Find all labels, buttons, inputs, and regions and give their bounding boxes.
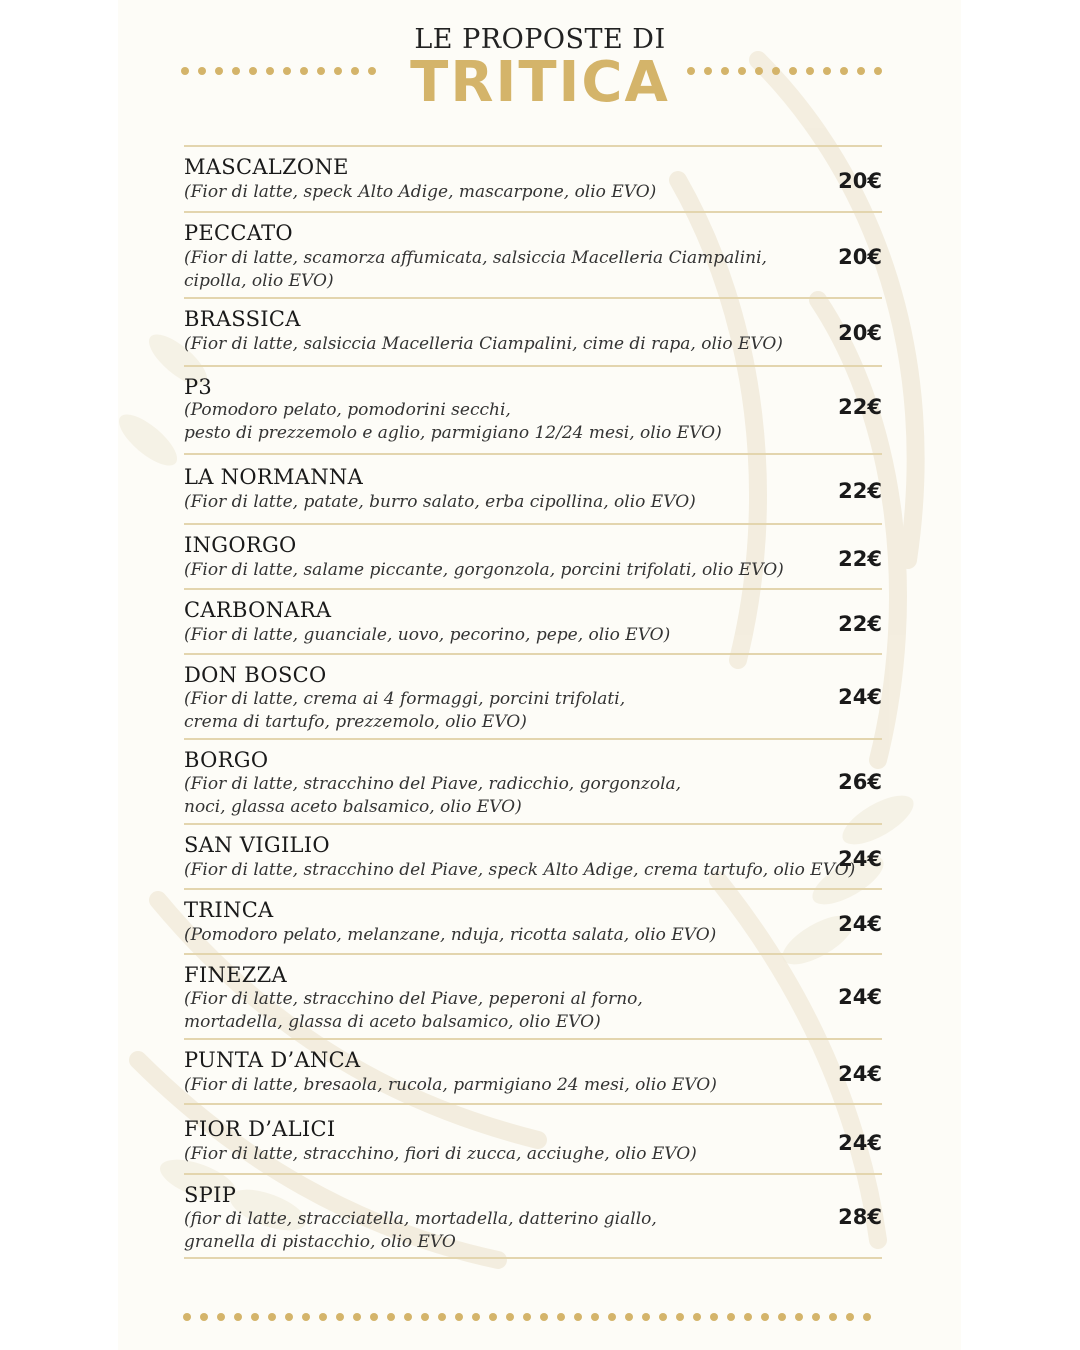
item-desc-line: (Fior di latte, guanciale, uovo, pecorino, pepe, olio EVO)	[184, 625, 671, 645]
menu-item	[184, 888, 882, 953]
item-price: 24€	[838, 685, 882, 709]
item-desc-line: (Fior di latte, stracchino del Piave, peperoni al forno,	[184, 989, 643, 1009]
item-desc-line: (Fior di latte, stracchino del Piave, radicchio, gorgonzola,	[184, 774, 682, 794]
item-price: 26€	[838, 770, 882, 794]
item-price: 24€	[838, 985, 882, 1009]
item-price: 22€	[838, 547, 882, 571]
menu-item	[184, 953, 882, 1038]
item-price: 20€	[838, 321, 882, 345]
menu-item	[184, 1038, 882, 1103]
item-price: 24€	[838, 912, 882, 936]
item-name: TRINCA	[184, 898, 274, 922]
menu-item	[184, 738, 882, 823]
item-price: 22€	[838, 612, 882, 636]
item-desc-line: mortadella, glassa di aceto balsamico, olio EVO)	[184, 1012, 601, 1032]
menu-item	[184, 523, 882, 588]
dot-divider-left	[180, 66, 380, 76]
item-name: SPIP	[184, 1183, 237, 1207]
menu-item	[184, 1103, 882, 1173]
item-desc-line: (Fior di latte, salsiccia Macelleria Ciampalini, cime di rapa, olio EVO)	[184, 334, 783, 354]
item-name: PUNTA D’ANCA	[184, 1048, 361, 1072]
dot-divider-bottom	[182, 1312, 884, 1322]
item-price: 28€	[838, 1205, 882, 1229]
item-desc-line: (Fior di latte, salame piccante, gorgonzola, porcini trifolati, olio EVO)	[184, 560, 784, 580]
item-name: SAN VIGILIO	[184, 833, 330, 857]
item-price: 22€	[838, 395, 882, 419]
item-desc-line: (Pomodoro pelato, pomodorini secchi,	[184, 400, 511, 420]
dot-divider-right	[686, 66, 886, 76]
item-price: 24€	[838, 847, 882, 871]
menu-item	[184, 145, 882, 211]
item-name: CARBONARA	[184, 598, 332, 622]
menu-item	[184, 823, 882, 888]
menu-item	[184, 1173, 882, 1259]
item-name: MASCALZONE	[184, 155, 349, 179]
menu-item	[184, 297, 882, 365]
item-desc-line: crema di tartufo, prezzemolo, olio EVO)	[184, 712, 527, 732]
menu-item	[184, 211, 882, 297]
item-name: DON BOSCO	[184, 663, 327, 687]
item-name: LA NORMANNA	[184, 465, 364, 489]
item-name: FINEZZA	[184, 963, 288, 987]
item-name: PECCATO	[184, 221, 293, 245]
item-name: P3	[184, 375, 213, 399]
item-price: 24€	[838, 1062, 882, 1086]
item-name: BRASSICA	[184, 307, 301, 331]
item-desc-line: (fior di latte, stracciatella, mortadella, datterino giallo,	[184, 1209, 657, 1229]
item-desc-line: (Fior di latte, speck Alto Adige, mascarpone, olio EVO)	[184, 182, 657, 202]
item-price: 20€	[838, 169, 882, 193]
item-desc-line: (Fior di latte, stracchino del Piave, speck Alto Adige, crema tartufo, olio EVO)	[184, 860, 856, 880]
brand-title: TRITICA	[410, 50, 670, 115]
item-desc-line: cipolla, olio EVO)	[184, 271, 334, 291]
item-price: 20€	[838, 245, 882, 269]
item-price: 24€	[838, 1131, 882, 1155]
item-name: INGORGO	[184, 533, 297, 557]
item-desc-line: (Fior di latte, crema ai 4 formaggi, porcini trifolati,	[184, 689, 626, 709]
menu-item	[184, 453, 882, 523]
item-desc-line: (Fior di latte, bresaola, rucola, parmigiano 24 mesi, olio EVO)	[184, 1075, 717, 1095]
item-desc-line: (Pomodoro pelato, melanzane, nduja, ricotta salata, olio EVO)	[184, 925, 717, 945]
header-kicker: LE PROPOSTE DI	[414, 24, 666, 55]
item-desc-line: granella di pistacchio, olio EVO	[184, 1232, 456, 1252]
menu-header	[0, 0, 1080, 140]
menu-item	[184, 588, 882, 653]
item-name: BORGO	[184, 748, 269, 772]
item-desc-line: noci, glassa aceto balsamico, olio EVO)	[184, 797, 522, 817]
menu-item	[184, 365, 882, 453]
item-price: 22€	[838, 479, 882, 503]
item-desc-line: (Fior di latte, scamorza affumicata, salsiccia Macelleria Ciampalini,	[184, 248, 767, 268]
item-desc-line: (Fior di latte, patate, burro salato, erba cipollina, olio EVO)	[184, 492, 696, 512]
pizza-list	[184, 145, 882, 1259]
item-name: FIOR D’ALICI	[184, 1117, 336, 1141]
item-desc-line: (Fior di latte, stracchino, fiori di zucca, acciughe, olio EVO)	[184, 1144, 697, 1164]
menu-item	[184, 653, 882, 738]
item-desc-line: pesto di prezzemolo e aglio, parmigiano 12/24 mesi, olio EVO)	[184, 423, 722, 443]
